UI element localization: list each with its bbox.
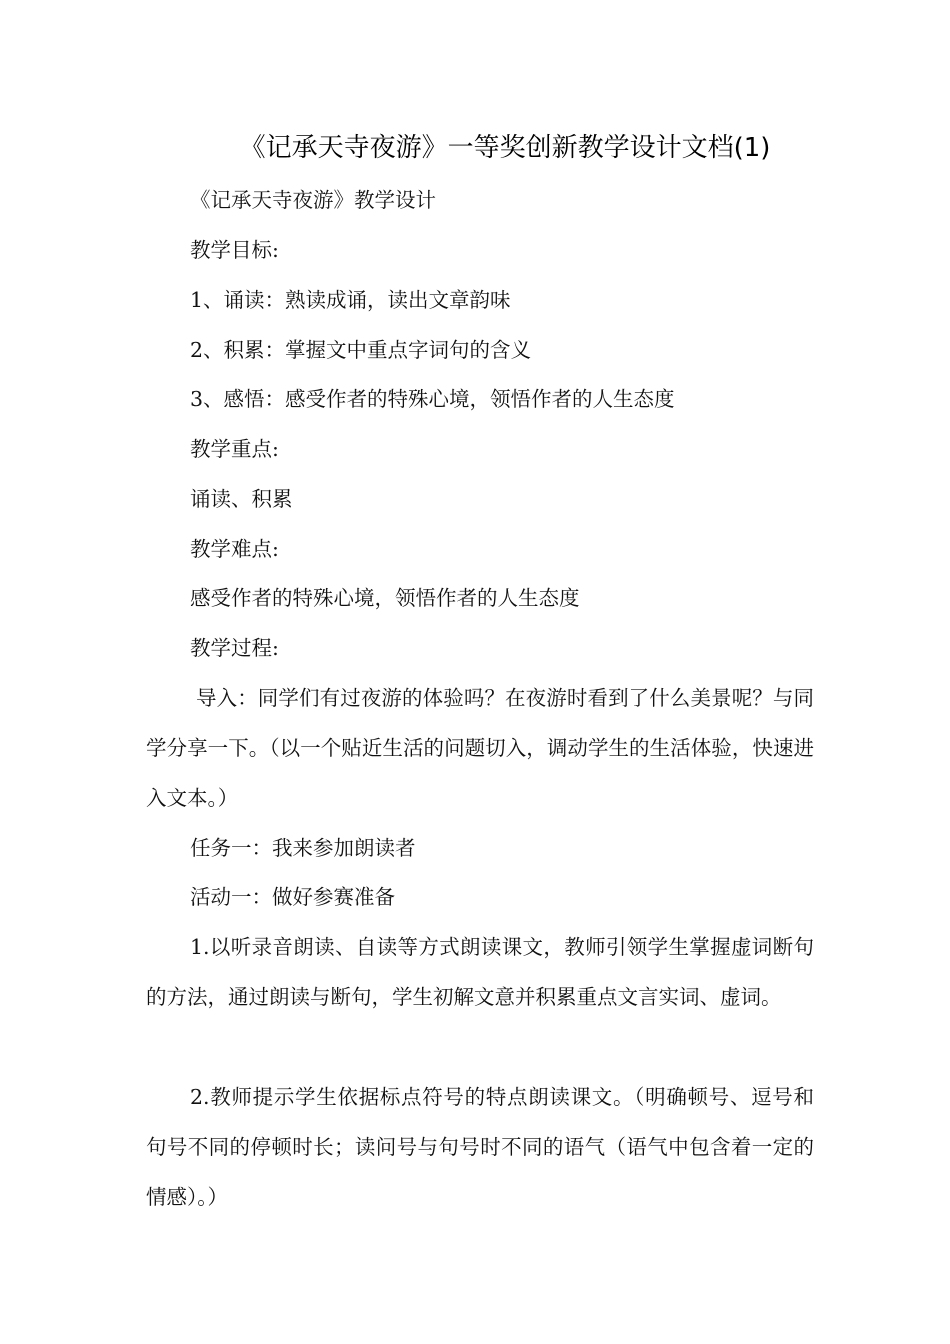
intro-paragraph: 导入：同学们有过夜游的体验吗？在夜游时看到了什么美景呢？与同学分享一下。（以一个贴近生活的问题切入，调动学生的生活体验，快速进入文本。） bbox=[146, 686, 814, 810]
task-1: 任务一：我来参加朗读者 bbox=[190, 836, 416, 860]
step-1-paragraph: 1.以听录音朗读、自读等方式朗读课文，教师引领学生掌握虚词断句的方法，通过朗读与断句，学生初解文意并积累重点文言实词、虚词。 bbox=[146, 935, 814, 1009]
process-heading: 教学过程: bbox=[190, 636, 279, 660]
goal-1: 1、诵读：熟读成诵，读出文章韵味 bbox=[190, 288, 511, 312]
difficulty-heading: 教学难点: bbox=[190, 537, 279, 561]
difficulty-text: 感受作者的特殊心境，领悟作者的人生态度 bbox=[190, 586, 580, 610]
goal-2: 2、积累：掌握文中重点字词句的含义 bbox=[190, 338, 532, 362]
goal-3: 3、感悟：感受作者的特殊心境，领悟作者的人生态度 bbox=[190, 387, 675, 411]
step-2-paragraph: 2.教师提示学生依据标点符号的特点朗读课文。（明确顿号、逗号和句号不同的停顿时长；读问号与句号时不同的语气（语气中包含着一定的情感）。） bbox=[146, 1085, 814, 1209]
activity-1: 活动一：做好参赛准备 bbox=[190, 885, 395, 909]
key-points-heading: 教学重点: bbox=[190, 437, 279, 461]
goals-heading: 教学目标: bbox=[190, 238, 279, 262]
subtitle: 《记承天寺夜游》教学设计 bbox=[190, 188, 436, 212]
document-title: 《记承天寺夜游》一等奖创新教学设计文档(1) bbox=[239, 133, 771, 163]
key-points-text: 诵读、积累 bbox=[190, 487, 293, 511]
